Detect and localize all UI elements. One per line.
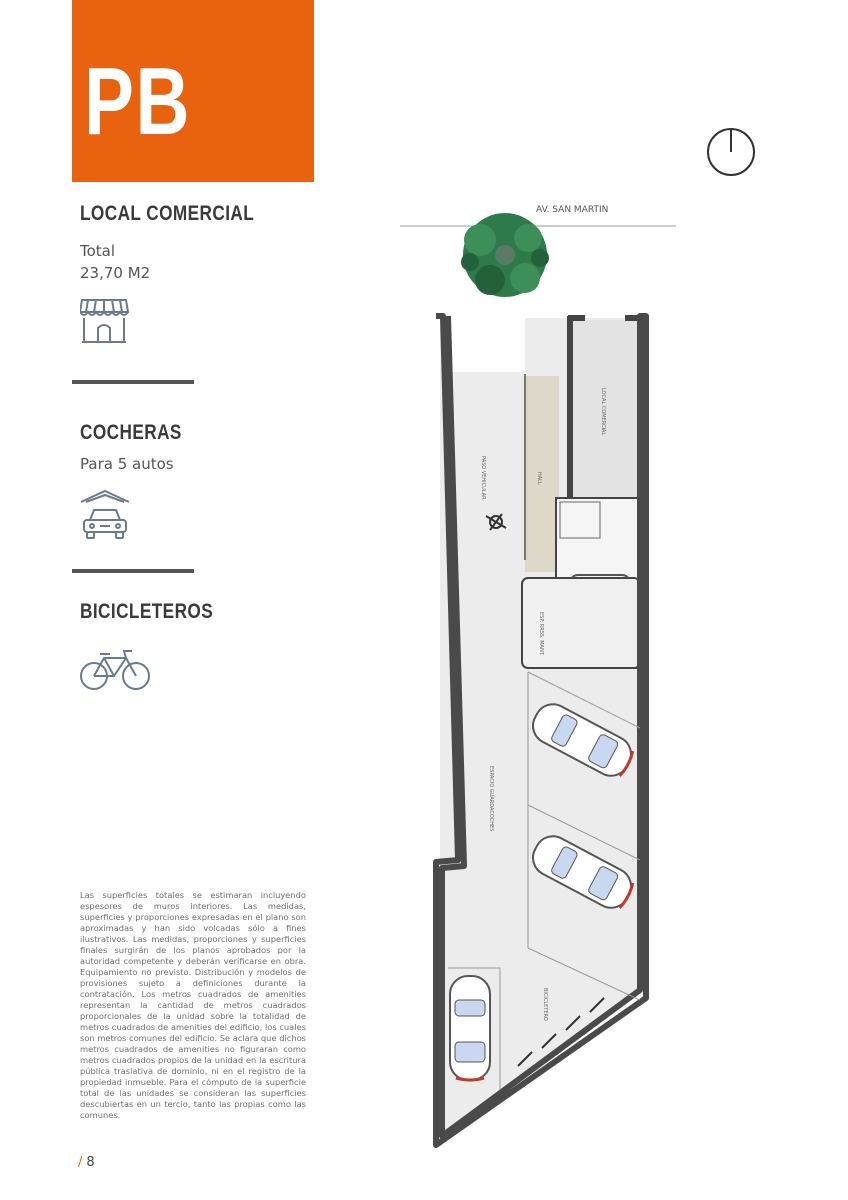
local-comercial-title: LOCAL COMERCIAL (80, 202, 255, 225)
storefront-icon (80, 296, 130, 346)
label-esp-rrss-mant: ESP. RRSS. MANT. (538, 612, 544, 656)
label-local-comercial: LOCAL COMERCIAL (600, 388, 606, 436)
disclaimer-text: Las superficies totales se estimaran incluyendo espesores de muros interiores. Las medidas, superficies y proporciones expresadas en el plano son aproximadas y han sido volcadas sólo a fines ilustrativos. Las medidas, proporciones y superficies finales surgirán de los planos aprobados por la autoridad competente y deberán verificarse en obra. Equipamiento no previsto. Distribución y modelos de provisiones sujeto a definiciones durante la contratación. Los metros cuadrados de amenities representan la cantidad de metros cuadrados proporcionales de la unidad sobre la totalidad de metros cuadrados de amenities del edificio, los cuales son metros comunes del edificio. Se aclara que dichos metros cuadrados de amenities no figuraran como metros cuadrados propios de la unidad en la escritura pública traslativa de dominio, ni en el registro de la propiedad inmueble. Para el cómputo de la superficie total de las unidades se consideran las superficies descubiertas en un tercio, tanto las propias como las comunes. (80, 890, 306, 1120)
page-number (78, 1155, 95, 1170)
street-name: AV. SAN MARTIN (536, 205, 609, 215)
section-divider (72, 380, 194, 384)
label-paso-vehicular: PASO VEHICULAR (480, 456, 486, 500)
page-number-slash: / (78, 1155, 83, 1170)
bicycle-icon (80, 648, 150, 692)
floor-plan (380, 120, 780, 1150)
cocheras-title: COCHERAS (80, 421, 182, 444)
local-total-label: Total (80, 242, 116, 260)
level-badge-text: PB (84, 48, 192, 155)
label-hall: HALL (536, 472, 542, 485)
label-espacio-guardacoches: ESPACIO GUARDACOCHES (488, 766, 494, 832)
section-divider (72, 569, 194, 573)
cocheras-capacity: Para 5 autos (80, 455, 174, 473)
label-bicicletero: BICICLETERO (542, 988, 548, 1021)
car-garage-icon (80, 488, 130, 540)
bicicleteros-title: BICICLETEROS (80, 600, 214, 623)
north-arrow-icon (708, 129, 754, 175)
car-icon (450, 976, 490, 1080)
page-number-value: 8 (86, 1155, 95, 1170)
local-area-value: 23,70 M2 (80, 264, 151, 282)
level-badge (72, 0, 314, 182)
